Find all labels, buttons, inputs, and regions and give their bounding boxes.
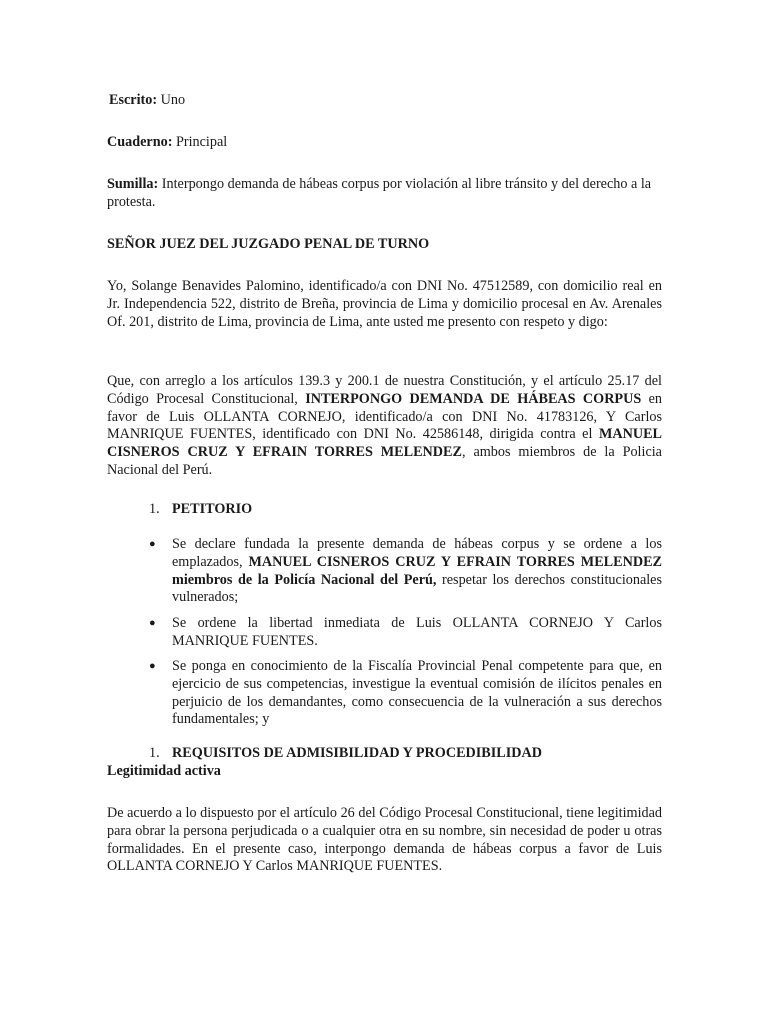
bullet-dot-icon: ● [149, 538, 156, 550]
section-title: REQUISITOS DE ADMISIBILIDAD Y PROCEDIBILIDAD [172, 745, 543, 761]
cuaderno-value: Principal [172, 134, 228, 150]
cuaderno-label: Cuaderno: [107, 134, 173, 150]
addressee [107, 236, 662, 254]
bullet-1-text-1: Se declare fundada la presente demanda de hábeas corpus y se ordene a los emplazados, [172, 536, 662, 570]
petitorio-bullet-2 [149, 615, 662, 651]
bullet-dot-icon: ● [149, 660, 156, 672]
addressee-text: SEÑOR JUEZ DEL JUZGADO PENAL DE TURNO [107, 236, 430, 252]
sumilla-value: Interpongo demanda de hábeas corpus por violación al libre tránsito y del derecho a la protesta. [107, 176, 652, 210]
subsection-title: Legitimidad activa [107, 763, 221, 779]
bullet-text [172, 536, 662, 607]
bullet-dot-icon: ● [149, 617, 156, 629]
cuaderno-line [107, 134, 662, 152]
intro-paragraph: Yo, Solange Benavides Palomino, identificado/a con DNI No. 47512589, con domicilio real en Jr. Independencia 522, distrito de Breña, provincia de Lima y domicilio procesal en Av. Arenales Of. 201, distrito de Lima, provincia de Lima, ante usted me presento con respeto y digo: [107, 278, 662, 330]
que-text-3: , ambos miembros de la Policia Nacional del Perú. [107, 444, 662, 478]
bullet-1-bold: MANUEL CISNEROS CRUZ Y EFRAIN TORRES MELENDEZ miembros de la Policía Nacional del Perú, [172, 553, 662, 588]
section-requisitos-heading [149, 745, 662, 763]
bullet-3-text: Se ponga en conocimiento de la Fiscalía Provincial Penal competente para que, en ejercicio de sus competencias, investigue la eventual comisión de ilícitos penales en perjuicio de los demandantes, como consecuencia de la vulneración a sus derechos fundamentales; y [172, 658, 662, 728]
section-number: 1. [149, 745, 160, 761]
legitimidad-paragraph: De acuerdo a lo dispuesto por el artículo 26 del Código Procesal Constitucional, tiene legitimidad para obrar la persona perjudicada o a cualquier otra en su nombre, sin necesidad de poder u otras formalidades. En el presente caso, interpongo demanda de hábeas corpus a favor de Luis OLLANTA CORNEJO Y Carlos MANRIQUE FUENTES. [107, 805, 662, 875]
escrito-value: Uno [157, 92, 186, 108]
escrito-label: Escrito: [109, 92, 158, 108]
sumilla-line [107, 176, 662, 212]
bullet-2-text: Se ordene la libertad inmediata de Luis OLLANTA CORNEJO Y Carlos MANRIQUE FUENTES. [172, 615, 662, 649]
petitorio-bullet-3 [149, 658, 662, 730]
sumilla-label: Sumilla: [107, 176, 159, 192]
section-title: PETITORIO [172, 501, 253, 517]
escrito-line [109, 92, 664, 110]
que-text-2: en favor de Luis OLLANTA CORNEJO, identificado/a con DNI No. 41783126, Y Carlos MANRIQUE FUENTES, identificado con DNI No. 42586148, dirigida contra el [107, 390, 662, 443]
section-number: 1. [149, 501, 160, 517]
section-petitorio-heading [149, 501, 662, 519]
bullet-1-text-2: respetar los derechos constitucionales vulnerados; [172, 571, 663, 606]
que-paragraph [107, 373, 662, 480]
que-bold-1: INTERPONGO DEMANDA DE HÁBEAS CORPUS [305, 390, 642, 407]
petitorio-bullet-1 [149, 536, 662, 608]
que-text-1: Que, con arreglo a los artículos 139.3 y 200.1 de nuestra Constitución, y el artículo 25.17 del Código Procesal Constitucional, [107, 373, 662, 407]
que-bold-2: MANUEL CISNEROS CRUZ Y EFRAIN TORRES MELENDEZ [107, 426, 662, 461]
subsection-heading [107, 763, 662, 781]
